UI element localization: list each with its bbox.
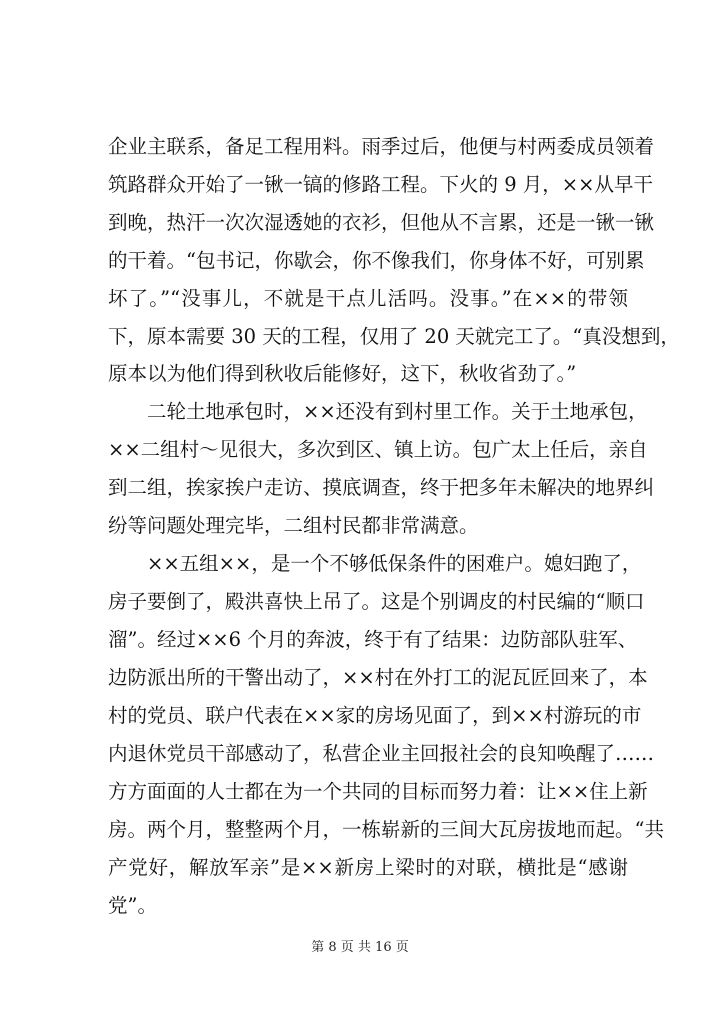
paragraph-1-line-7: 原本以为他们得到秋收后能修好，这下，秋收省劲了。”	[108, 362, 577, 385]
paragraph-3-line-6: 内退休党员干部感动了，私营企业主回报社会的良知唤醒了……	[108, 742, 655, 765]
paragraph-1-line-5: 坏了。”“没事儿，不就是干点儿活吗。没事。”在××的带领	[108, 287, 628, 310]
paragraph-3-line-7: 方方面面的人士都在为一个共同的目标而努力着：让××住上新	[108, 780, 648, 803]
paragraph-2-line-3: 到二组，挨家挨户走访、摸底调查，终于把多年未解决的地界纠	[108, 476, 655, 499]
paragraph-2-line-4: 纷等问题处理完毕，二组村民都非常满意。	[108, 514, 479, 537]
paragraph-3-line-3: 溜”。经过××6 个月的奔波，终于有了结果：边防部队驻军、	[108, 628, 638, 651]
paragraph-2-line-1: 二轮土地承包时，××还没有到村里工作。关于土地承包，	[147, 400, 648, 423]
paragraph-3-line-10: 党”。	[108, 894, 157, 917]
paragraph-3-line-5: 村的党员、联户代表在××家的房场见面了，到××村游玩的市	[108, 704, 642, 727]
paragraph-1-line-3: 到晚，热汗一次次湿透她的衣衫，但他从不言累，还是一锹一锹	[108, 211, 655, 234]
paragraph-1-line-6: 下，原本需要 30 天的工程，仅用了 20 天就完工了。“真没想到，	[108, 325, 680, 348]
paragraph-3-line-4: 边防派出所的干警出动了，××村在外打工的泥瓦匠回来了，本	[108, 666, 648, 689]
paragraph-3-line-1: ××五组××，是一个不够低保条件的困难户。媳妇跑了，	[147, 552, 642, 575]
paragraph-1-line-2: 筑路群众开始了一锹一镐的修路工程。下火的 9 月，××从早干	[108, 173, 653, 196]
paragraph-3-line-2: 房子要倒了，殿洪喜快上吊了。这是个别调皮的村民编的“顺口	[108, 590, 645, 613]
paragraph-1-line-4: 的干着。“包书记，你歇会，你不像我们，你身体不好，可别累	[108, 249, 645, 272]
page-number-footer: 第 8 页 共 16 页	[311, 940, 409, 955]
paragraph-2-line-2: ××二组村～见很大，多次到区、镇上访。包广太上任后，亲自	[108, 438, 648, 461]
paragraph-3-line-9: 产党好，解放军亲”是××新房上梁时的对联，横批是“感谢	[108, 856, 628, 879]
paragraph-1-line-1: 企业主联系，备足工程用料。雨季过后，他便与村两委成员领着	[108, 135, 655, 158]
paragraph-3-line-8: 房。两个月，整整两个月，一栋崭新的三间大瓦房拔地而起。“共	[108, 818, 664, 841]
